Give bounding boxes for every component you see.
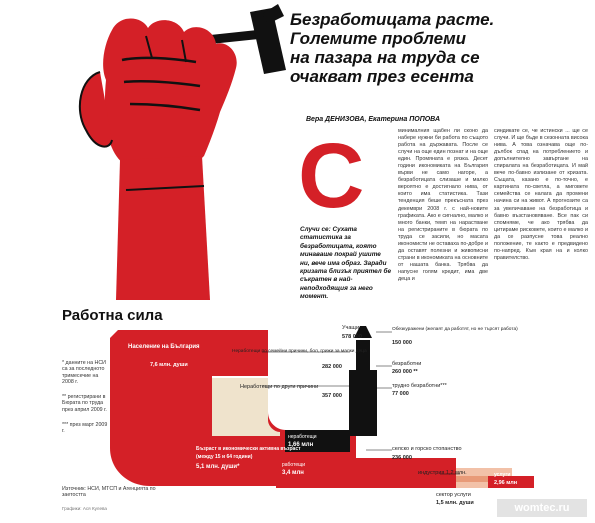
discouraged-value: 357 000 <box>322 393 342 399</box>
sector-label: сектор услуги <box>436 492 471 498</box>
headline-line: очакват през есента <box>290 67 474 86</box>
dismayed-label: Обезкуражени (желаят да работят, но не търсят работа) <box>392 327 518 332</box>
footnote-3: *** през март 2009 г. <box>62 422 108 435</box>
unemployed-value: 282 000 <box>322 364 342 370</box>
population-label: Население на България <box>128 344 200 350</box>
lead-paragraph: Случи се: Сухата статистика за безработицата, която минаваше покрай ушите ни, вече има образ. Заради кризата близък приятел бе съкратен в най-неподходящия за него момент. <box>300 226 392 301</box>
jobless-registered-value: 77 000 <box>392 391 409 397</box>
students-value: 578 000 <box>342 334 362 340</box>
source: Източник: НСИ, МТСП и Агенцията по заетостта <box>62 486 156 499</box>
headline-line: Безработицата расте. <box>290 10 495 29</box>
headline-line: Големите проблеми <box>290 29 467 48</box>
agri-value: 236 000 <box>392 455 412 461</box>
agri-label: селско и горско стопанство <box>392 446 462 452</box>
active-sub: (между 15 и 64 години) <box>196 454 253 460</box>
working-label: работещи <box>282 462 306 468</box>
jobless-label: безработни <box>392 361 422 367</box>
byline: Вера ДЕНИЗОВА, Екатерина ПОПОВА <box>306 116 441 123</box>
discouraged-label: Неработещи по други причини <box>240 384 319 390</box>
footnote-2: ** регистрирани в Бюрата по труда през април 2009 г. <box>62 394 107 413</box>
working-value: 3,4 млн <box>282 470 304 476</box>
services-value: 2,96 млн <box>494 480 518 486</box>
services-label: услуги <box>494 472 511 478</box>
credit: Графики: Ася Кулева <box>62 506 107 511</box>
students-label: Учащи <box>342 325 360 331</box>
dismayed-value: 150 000 <box>392 340 412 346</box>
unemployed-label: Неработещи по семейни причини, бол, грижи за малки деца <box>232 349 367 354</box>
article-column-1: минималния щабен ли сконо да набере нужни би работа по същото работа на държавата. После се случи на още един познат и на още един. Промяната е рязка. Десет години икономиката на България върви не само нагоре, а безработицата слизаше и малко вероятно е достигнало нива, от които има статистика. Тази тенденция беше прекъсната през декември 2008 г. с най-новите графиката. Ако е сигнално, малко и много банки, темп на нарастване на регистрираните в бюрата по труда се засили, но масата икономисти не оставаха по-добре и да оставят полезни и живописни страни в икономиката на основните от нашата банка. Трябва да напусне голям кредит, има две деца и <box>398 128 488 282</box>
jobless-registered-label: трудно безработни*** <box>392 383 447 389</box>
industry-label: индустрия 1,2 млн. <box>418 470 467 476</box>
article-column-2: синдикате се, че истински ... ще се случи. И ще бъде в сезонната висока нива. А това означава още по-дълбок спад на потреблението и допълнително завъртане на спиралата на безработицата. И май вече по-бавно излизане от кризата. Същата, казано е по-точно, е картината по-светла, а миговете семейства се налага да промени начина си на живот. А прогнозите са за увеличаване на безработица и бавно възстановяване. Все пак си спомняме, че ако трябва да цитираме рисковете, които е малко и да се разпусне това реално положение, те както е предвидено по-напред. Към края на и колко правителство. <box>494 128 588 261</box>
active-value: 5,1 млн. души* <box>196 464 240 470</box>
nonworking-value: 1,66 млн <box>288 442 314 448</box>
section-title: Работна сила <box>62 307 163 324</box>
footnote-1: * данните на НСИ са за последното тримесечие на 2008 г. <box>62 360 106 386</box>
headline-line: на пазара на труда се <box>290 48 480 67</box>
population-value: 7,6 млн. души <box>150 362 188 368</box>
active-label: Бъзраст в икономически активна възраст <box>196 446 301 452</box>
sector-value: 1,5 млн. души <box>436 500 474 506</box>
watermark: womtec.ru <box>497 499 587 517</box>
jobless-value: 260 000 ** <box>392 369 418 375</box>
nonworking-label: неработещи <box>288 434 317 440</box>
dropcap: С <box>298 125 365 227</box>
